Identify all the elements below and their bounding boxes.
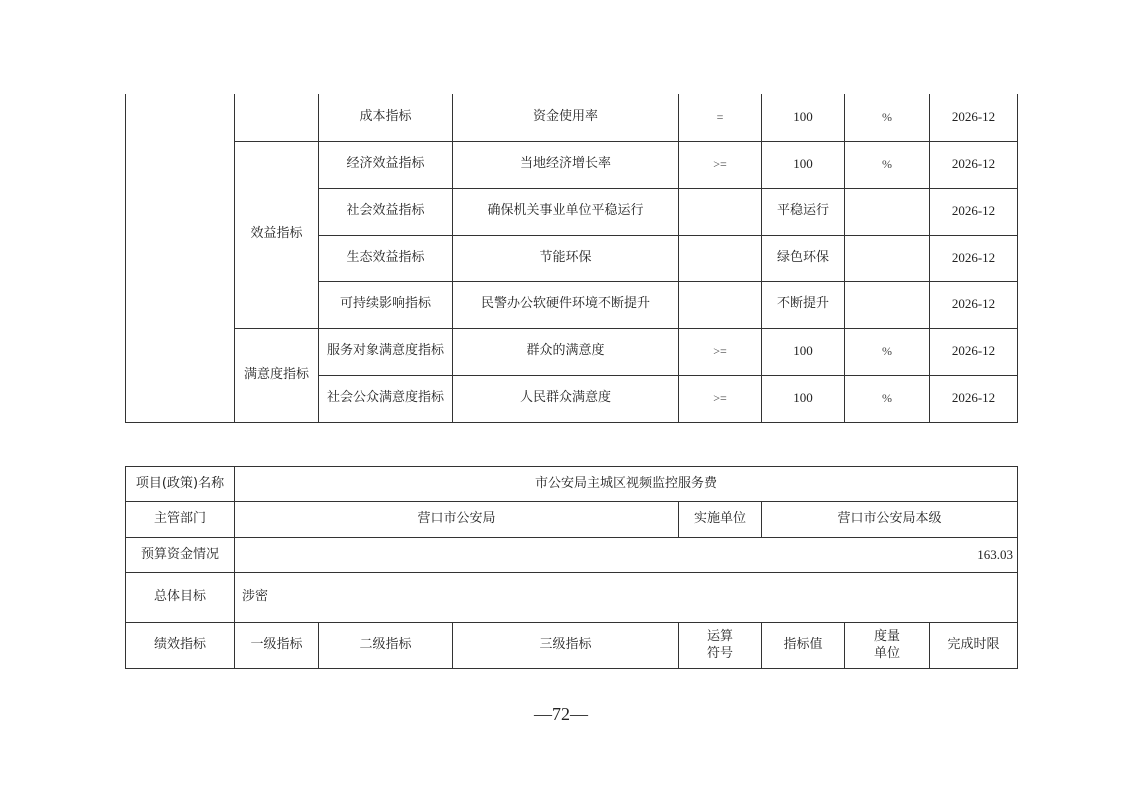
project-name-value: 市公安局主城区视频监控服务费: [235, 467, 1018, 502]
budget-label: 预算资金情况: [126, 538, 235, 573]
level2-cell: 生态效益指标: [319, 235, 453, 281]
operator-cell: >=: [679, 375, 762, 422]
header-unit-line2: 单位: [873, 645, 900, 661]
deadline-cell: 2026-12: [930, 375, 1018, 422]
deadline-cell: 2026-12: [930, 141, 1018, 188]
value-cell: 不断提升: [762, 281, 845, 328]
value-cell: 100: [762, 141, 845, 188]
project-performance-table: [125, 466, 1018, 669]
deadline-cell: 2026-12: [930, 94, 1018, 141]
header-level1: 一级指标: [235, 623, 319, 669]
table-row: [126, 328, 1018, 375]
table-row: [126, 573, 1018, 623]
operator-cell: [679, 281, 762, 328]
header-operator: [679, 623, 762, 669]
header-value: 指标值: [762, 623, 845, 669]
level3-cell: 资金使用率: [453, 94, 679, 141]
unit-cell: [845, 188, 930, 235]
value-cell: 100: [762, 328, 845, 375]
value-cell: 100: [762, 375, 845, 422]
level1-cell: 效益指标: [235, 141, 319, 328]
unit-cell: [845, 281, 930, 328]
header-operator-line2: 符号: [706, 645, 733, 661]
header-operator-line1: 运算: [706, 629, 733, 645]
goal-label: 总体目标: [126, 573, 235, 623]
table-row: [126, 467, 1018, 502]
level1-cell: 满意度指标: [235, 328, 319, 422]
value-cell: 100: [762, 94, 845, 141]
header-level2: 二级指标: [319, 623, 453, 669]
level2-cell: 社会公众满意度指标: [319, 375, 453, 422]
level2-cell: 社会效益指标: [319, 188, 453, 235]
impl-value: 营口市公安局本级: [762, 502, 1018, 538]
level3-cell: 人民群众满意度: [453, 375, 679, 422]
page-number: —72—: [534, 704, 588, 724]
header-unit: [845, 623, 930, 669]
level3-cell: 群众的满意度: [453, 328, 679, 375]
empty-perf-cell: [126, 94, 235, 422]
value-cell: 平稳运行: [762, 188, 845, 235]
unit-cell: %: [845, 141, 930, 188]
table-row: [126, 141, 1018, 188]
table-row: [126, 94, 1018, 141]
deadline-cell: 2026-12: [930, 235, 1018, 281]
level3-cell: 节能环保: [453, 235, 679, 281]
level2-cell: 经济效益指标: [319, 141, 453, 188]
deadline-cell: 2026-12: [930, 188, 1018, 235]
unit-cell: %: [845, 94, 930, 141]
value-cell: 绿色环保: [762, 235, 845, 281]
table-row: [126, 502, 1018, 538]
level2-cell: 服务对象满意度指标: [319, 328, 453, 375]
header-perf: 绩效指标: [126, 623, 235, 669]
dept-label: 主管部门: [126, 502, 235, 538]
unit-cell: %: [845, 328, 930, 375]
dept-value: 营口市公安局: [235, 502, 679, 538]
project-name-label: 项目(政策)名称: [126, 467, 235, 502]
unit-cell: [845, 235, 930, 281]
budget-value: 163.03: [235, 538, 1018, 573]
goal-value: 涉密: [235, 573, 1018, 623]
level3-cell: 当地经济增长率: [453, 141, 679, 188]
header-deadline: 完成时限: [930, 623, 1018, 669]
level3-cell: 确保机关事业单位平稳运行: [453, 188, 679, 235]
table-header-row: [126, 623, 1018, 669]
level3-cell: 民警办公软硬件环境不断提升: [453, 281, 679, 328]
header-unit-line1: 度量: [873, 629, 900, 645]
operator-cell: >=: [679, 328, 762, 375]
operator-cell: >=: [679, 141, 762, 188]
unit-cell: %: [845, 375, 930, 422]
table-row: [126, 538, 1018, 573]
deadline-cell: 2026-12: [930, 281, 1018, 328]
operator-cell: =: [679, 94, 762, 141]
deadline-cell: 2026-12: [930, 328, 1018, 375]
empty-level1-cell: [235, 94, 319, 141]
level2-cell: 成本指标: [319, 94, 453, 141]
header-level3: 三级指标: [453, 623, 679, 669]
operator-cell: [679, 235, 762, 281]
operator-cell: [679, 188, 762, 235]
impl-label: 实施单位: [679, 502, 762, 538]
performance-table-continued: [125, 94, 1018, 423]
level2-cell: 可持续影响指标: [319, 281, 453, 328]
